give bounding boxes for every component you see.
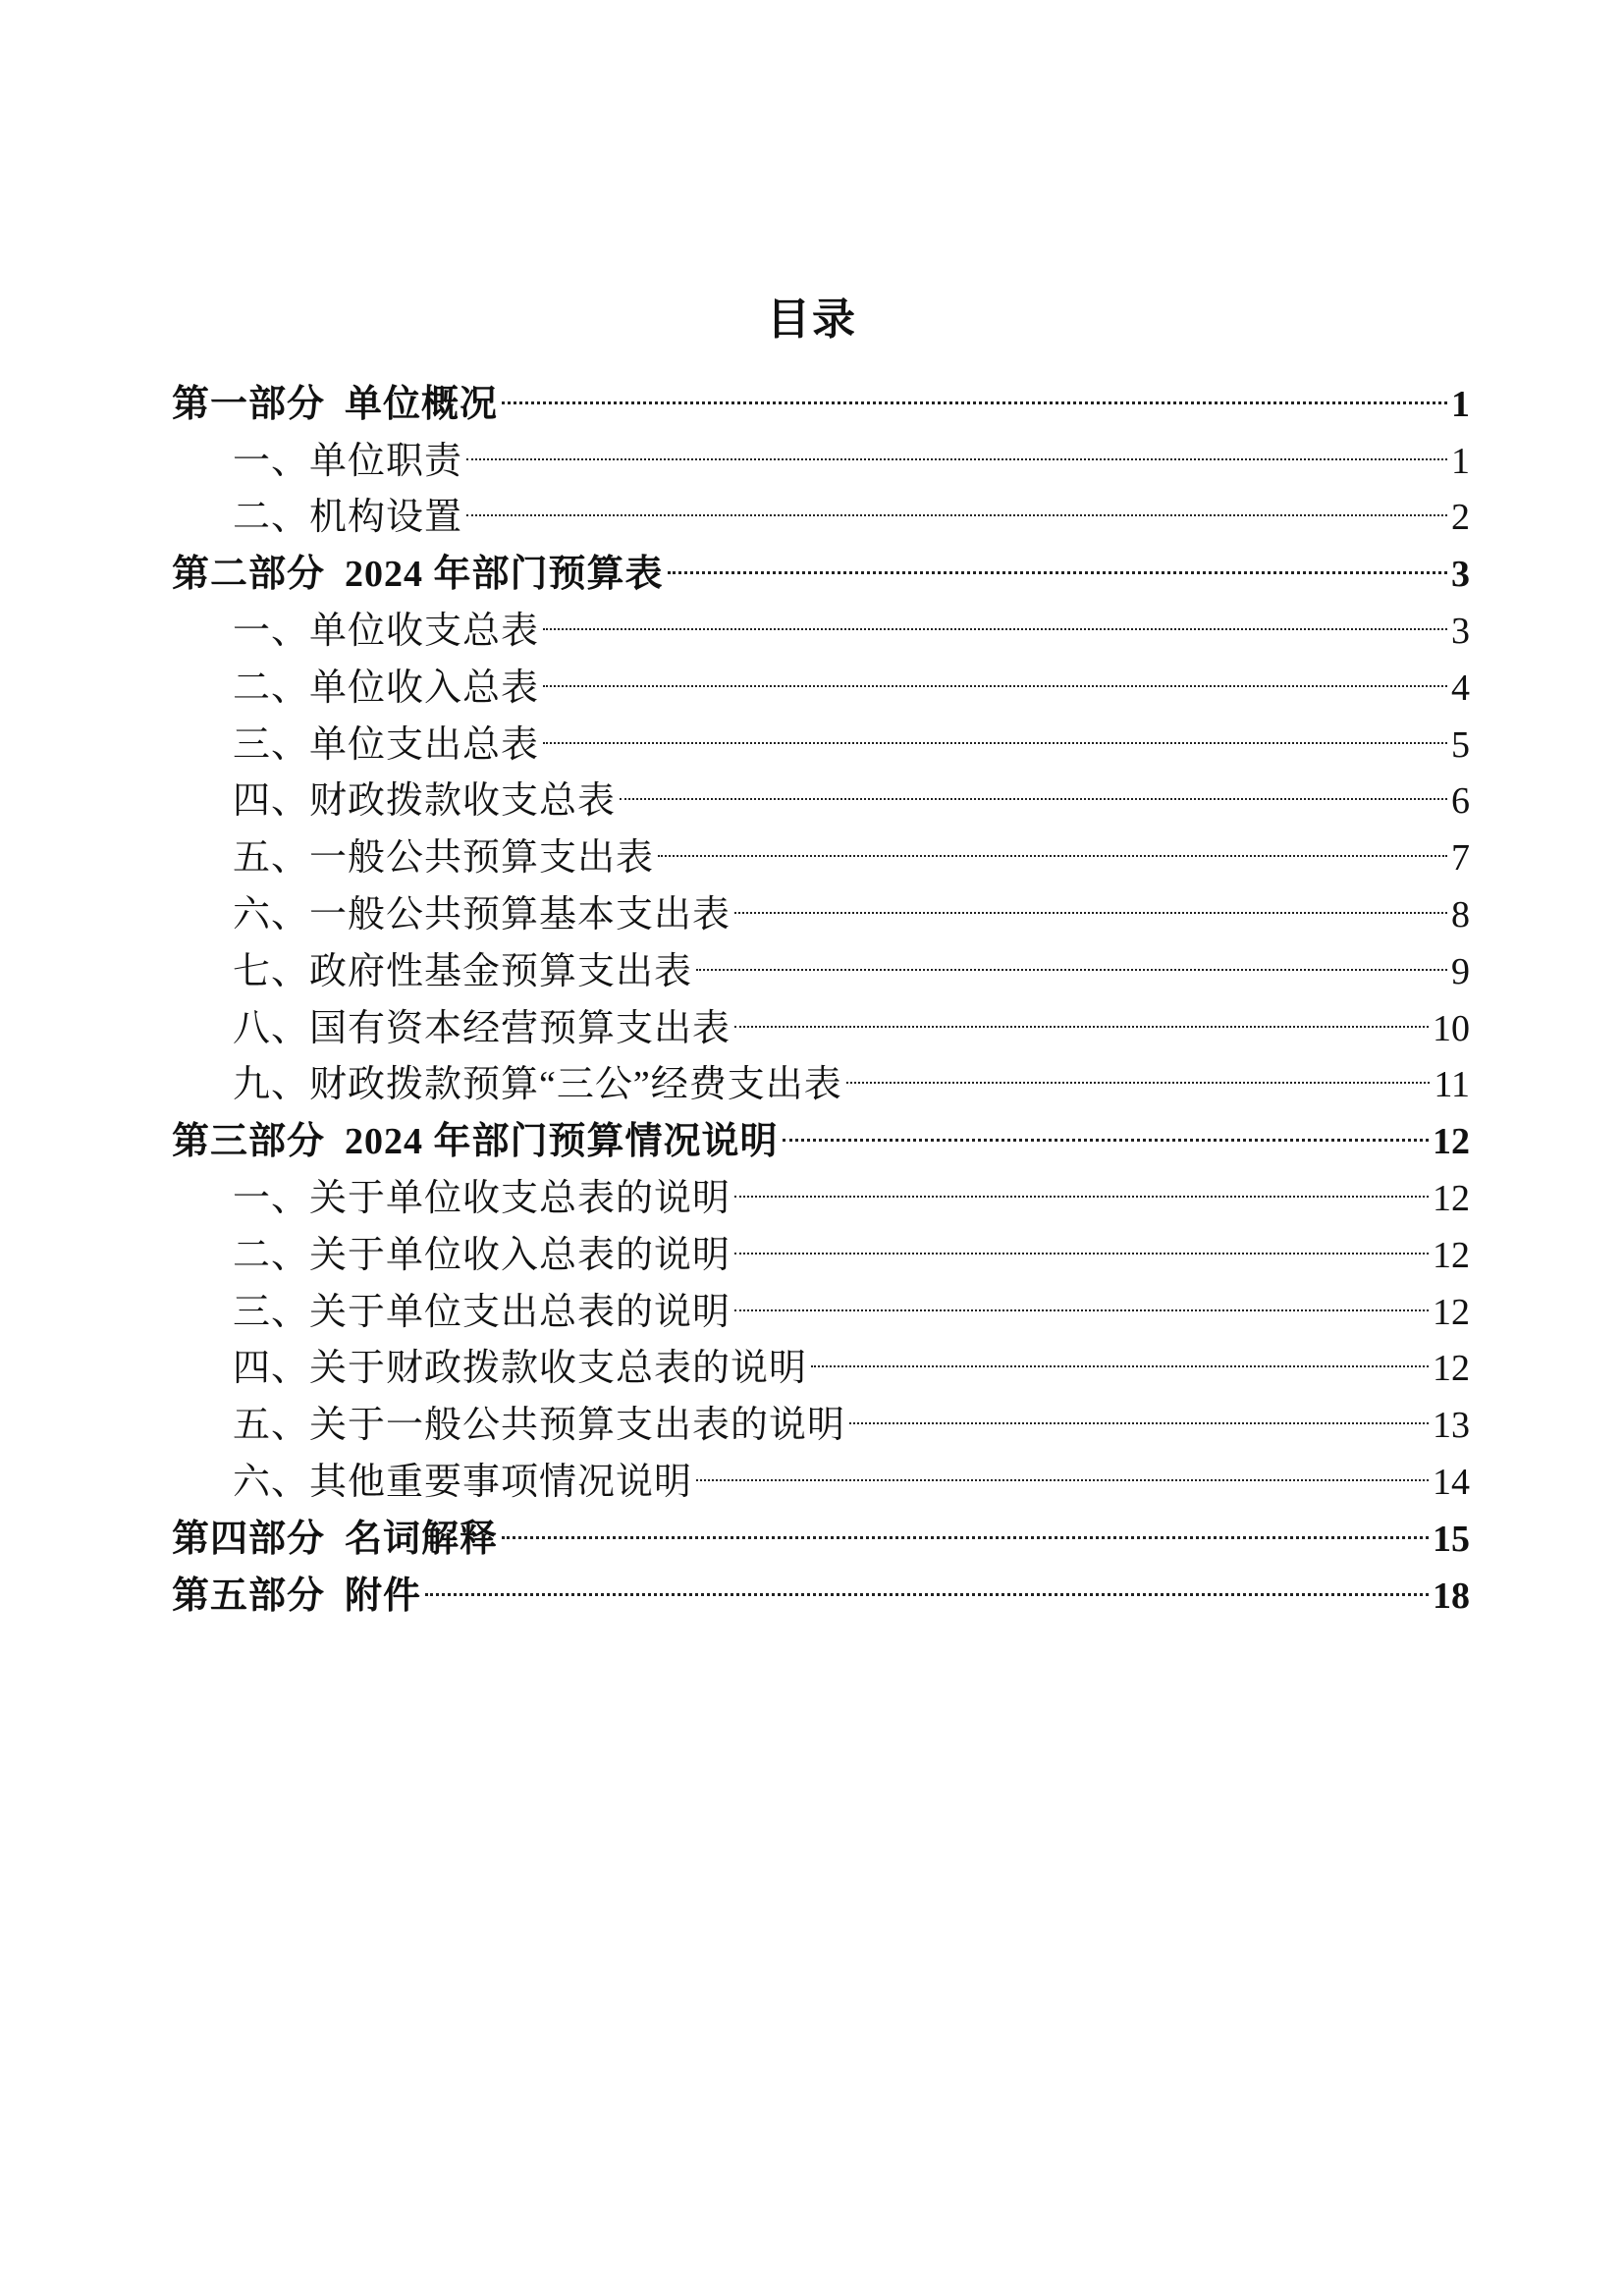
toc-entry-label <box>233 830 654 887</box>
toc-entry-label <box>233 1285 731 1342</box>
toc-page-number: 5 <box>1451 723 1470 766</box>
toc-entry-text: 八、国有资本经营预算支出表 <box>233 1007 731 1049</box>
toc-part-number: 第一部分 <box>172 383 326 425</box>
toc-page-number: 12 <box>1433 1348 1470 1390</box>
toc-entry-label <box>172 1569 421 1626</box>
toc-page-number: 15 <box>1433 1518 1470 1560</box>
toc-page-number: 13 <box>1433 1405 1470 1447</box>
dot-leader <box>734 870 1447 927</box>
toc-page-number: 12 <box>1433 1177 1470 1219</box>
toc-part-entry[interactable] <box>172 359 1470 425</box>
toc-entry-text: 二、单位收入总表 <box>233 667 540 709</box>
dot-leader <box>543 643 1447 700</box>
toc-entry-label <box>233 661 539 718</box>
toc-entry-text: 六、其他重要事项情况说明 <box>233 1461 693 1503</box>
toc-page-number: 3 <box>1451 610 1470 652</box>
toc-entry-label <box>233 1341 807 1398</box>
dot-leader <box>668 529 1447 586</box>
dot-leader <box>734 1153 1429 1210</box>
toc-entry-text: 四、财政拨款收支总表 <box>233 780 617 823</box>
toc-part-number: 第五部分 <box>172 1575 326 1617</box>
dot-leader <box>658 813 1447 870</box>
toc-entry-text: 一、关于单位收支总表的说明 <box>233 1177 731 1219</box>
toc-entry-label <box>233 718 539 774</box>
toc-entry-text: 二、机构设置 <box>233 497 463 539</box>
dot-leader <box>502 1494 1429 1551</box>
toc-entry-text: 一、单位职责 <box>233 440 463 482</box>
toc-entry-label <box>233 887 731 944</box>
toc-page-number: 10 <box>1433 1007 1470 1049</box>
dot-leader <box>543 700 1447 757</box>
toc-page-number: 12 <box>1433 1234 1470 1276</box>
dot-leader <box>620 757 1447 814</box>
toc-page-number: 14 <box>1433 1461 1470 1503</box>
toc-page-number: 3 <box>1451 554 1470 596</box>
toc-entry-label <box>233 1228 731 1285</box>
toc-entry-label <box>233 604 539 661</box>
toc-part-number: 第四部分 <box>172 1518 326 1560</box>
toc-page-number: 11 <box>1434 1064 1470 1106</box>
toc-entry-label <box>172 1114 779 1171</box>
toc-entry-text: 2024 年部门预算表 <box>345 554 664 596</box>
toc-entry-label <box>233 1057 842 1114</box>
toc-page-number: 6 <box>1451 780 1470 823</box>
dot-leader <box>849 1380 1429 1437</box>
dot-leader <box>696 1437 1429 1494</box>
toc-entry-label <box>233 944 692 1001</box>
dot-leader <box>466 473 1447 530</box>
toc-entry-text: 附件 <box>345 1575 422 1617</box>
toc-entry-text: 二、关于单位收入总表的说明 <box>233 1234 731 1276</box>
toc-entry-text: 五、关于一般公共预算支出表的说明 <box>233 1405 846 1447</box>
toc-entry-label <box>233 1171 731 1228</box>
toc-page-number: 12 <box>1433 1121 1470 1163</box>
toc-page-number: 2 <box>1451 497 1470 539</box>
toc-page-number: 1 <box>1451 383 1470 425</box>
toc-entry-label <box>172 377 498 434</box>
dot-leader <box>502 359 1447 416</box>
toc-page-number: 8 <box>1451 893 1470 935</box>
toc-part-number: 第三部分 <box>172 1121 326 1163</box>
toc-page-number: 12 <box>1433 1291 1470 1333</box>
toc-entry-text: 一、单位收支总表 <box>233 610 540 652</box>
toc-page-number: 18 <box>1433 1575 1470 1617</box>
toc-entry-text: 五、一般公共预算支出表 <box>233 837 655 880</box>
dot-leader <box>734 984 1429 1041</box>
toc-entry-text: 单位概况 <box>345 383 499 425</box>
toc-entry-text: 三、单位支出总表 <box>233 723 540 766</box>
toc-entry-text: 2024 年部门预算情况说明 <box>345 1121 779 1163</box>
toc-entry-text: 九、财政拨款预算“三公”经费支出表 <box>233 1064 842 1106</box>
toc-entry-text: 四、关于财政拨款收支总表的说明 <box>233 1348 808 1390</box>
dot-leader <box>783 1096 1429 1153</box>
table-of-contents <box>172 359 1470 1617</box>
dot-leader <box>543 586 1447 643</box>
dot-leader <box>846 1041 1431 1097</box>
dot-leader <box>811 1324 1429 1381</box>
toc-page-number: 9 <box>1451 950 1470 992</box>
toc-entry-label <box>233 434 462 491</box>
dot-leader <box>466 416 1447 473</box>
toc-page-number: 1 <box>1451 440 1470 482</box>
dot-leader <box>425 1551 1429 1608</box>
toc-entry-label <box>233 1001 731 1058</box>
toc-title: 目录 <box>767 295 857 344</box>
toc-page-number: 7 <box>1451 837 1470 880</box>
toc-entry-label <box>233 490 462 547</box>
toc-entry-label <box>233 774 616 830</box>
toc-entry-text: 七、政府性基金预算支出表 <box>233 950 693 992</box>
toc-page-number: 4 <box>1451 667 1470 709</box>
toc-entry-text: 六、一般公共预算基本支出表 <box>233 893 731 935</box>
dot-leader <box>696 927 1447 984</box>
toc-entry-text: 名词解释 <box>345 1518 499 1560</box>
dot-leader <box>734 1267 1429 1324</box>
dot-leader <box>734 1210 1429 1267</box>
toc-part-number: 第二部分 <box>172 554 326 596</box>
toc-entry-text: 三、关于单位支出总表的说明 <box>233 1291 731 1333</box>
